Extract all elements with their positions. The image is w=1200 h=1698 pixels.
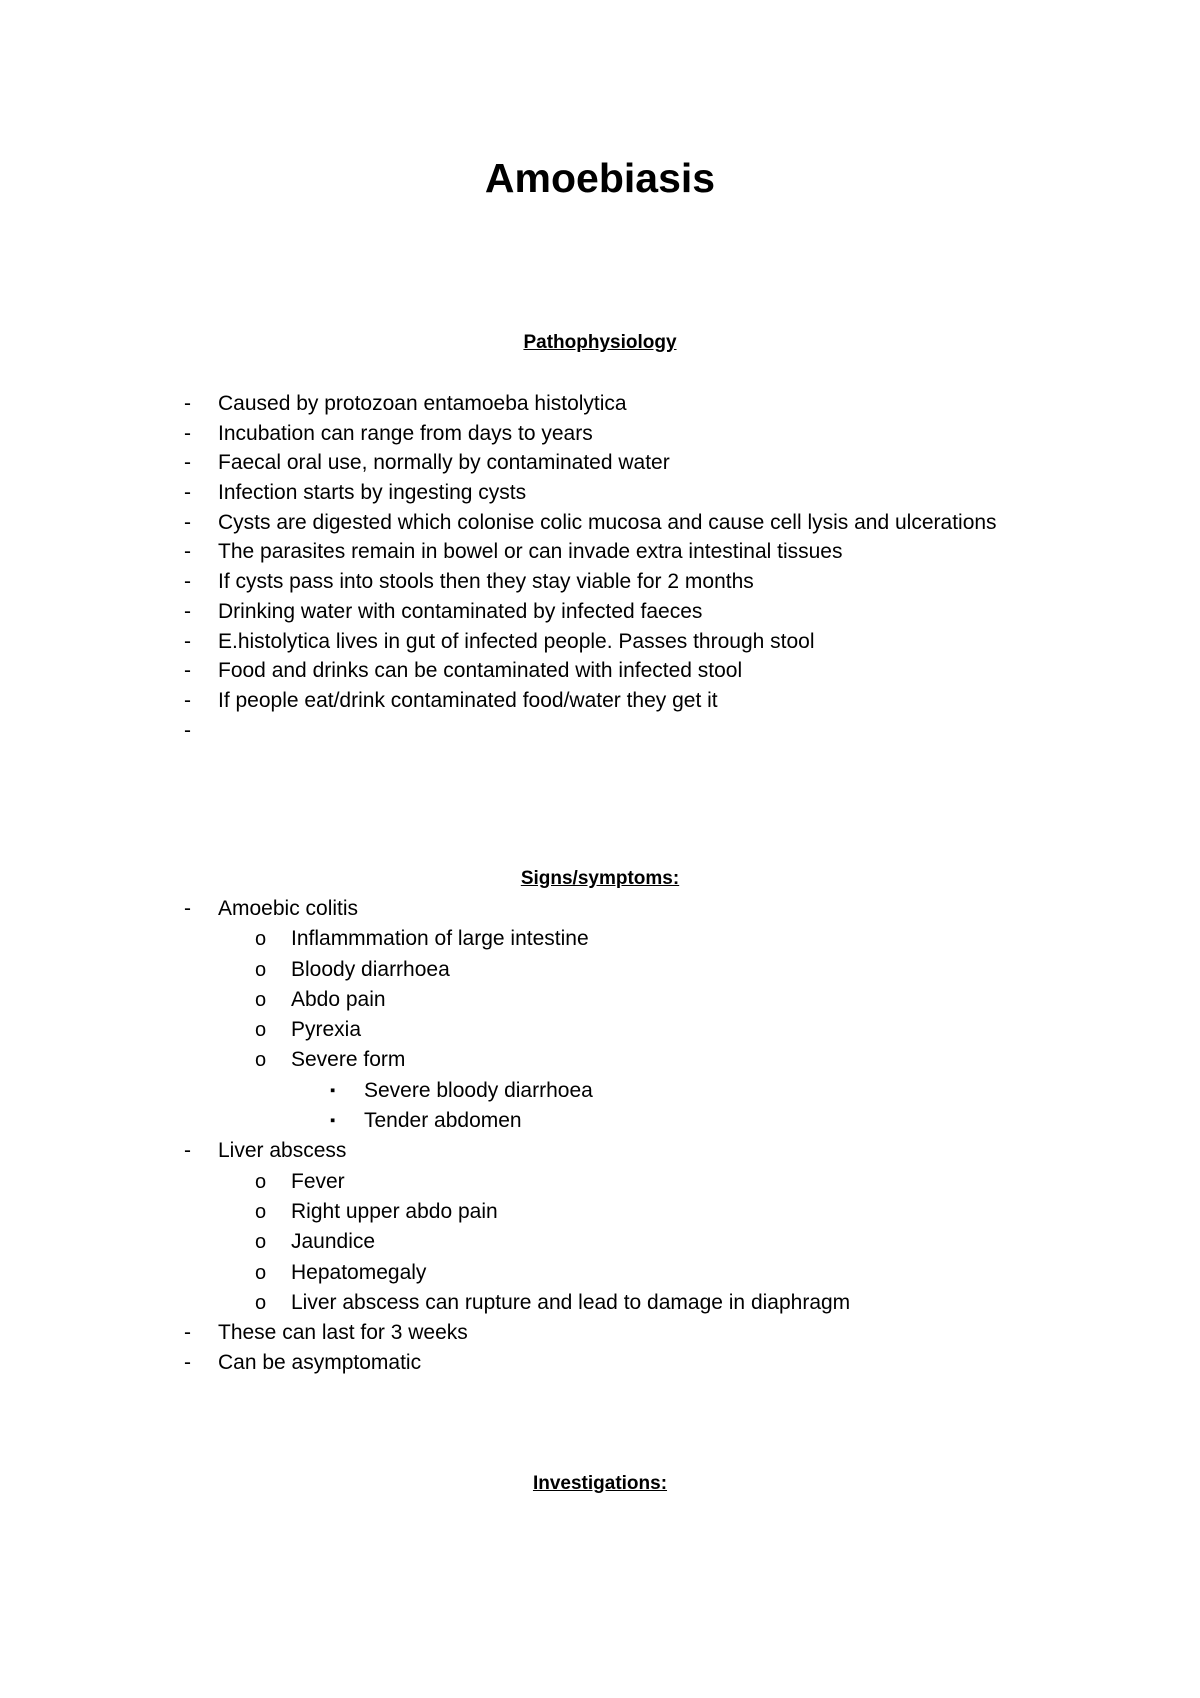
square-bullet: ▪ — [330, 1081, 336, 1099]
dash-bullet: - — [184, 599, 191, 623]
list-item: o Hepatomegaly — [0, 1258, 1200, 1288]
list-item: - E.histolytica lives in gut of infected people. Passes through stool — [0, 627, 1200, 657]
dash-bullet: - — [184, 688, 191, 712]
list-item: o Right upper abdo pain — [0, 1197, 1200, 1227]
list-item: o Abdo pain — [0, 985, 1200, 1015]
pathophysiology-list — [0, 389, 1200, 745]
list-item: - Food and drinks can be contaminated with infected stool — [0, 656, 1200, 686]
dash-bullet: - — [184, 510, 191, 534]
list-item: - If people eat/drink contaminated food/water they get it — [0, 686, 1200, 716]
dash-bullet: - — [184, 1139, 191, 1163]
circle-bullet: o — [255, 958, 267, 981]
dash-bullet: - — [184, 629, 191, 653]
list-item: o Pyrexia — [0, 1015, 1200, 1045]
dash-bullet: - — [184, 659, 191, 683]
circle-bullet: o — [255, 988, 267, 1011]
dash-bullet: - — [184, 451, 191, 475]
list-item: o Bloody diarrhoea — [0, 955, 1200, 985]
list-item: - Incubation can range from days to years — [0, 419, 1200, 449]
circle-bullet: o — [255, 1049, 267, 1072]
document-title: Amoebiasis — [484, 155, 716, 201]
list-item: - Infection starts by ingesting cysts — [0, 478, 1200, 508]
list-item: o Severe form — [0, 1045, 1200, 1075]
dash-bullet: - — [184, 897, 191, 920]
dash-bullet: - — [184, 718, 191, 742]
dash-bullet: - — [184, 540, 191, 564]
circle-bullet: o — [255, 1170, 267, 1193]
dash-bullet: - — [184, 1351, 191, 1375]
circle-bullet: o — [255, 1019, 267, 1042]
list-item: - Cysts are digested which colonise colic mucosa and cause cell lysis and ulcerations — [0, 508, 1200, 538]
list-item: o Jaundice — [0, 1227, 1200, 1257]
section-heading-pathophysiology: Pathophysiology — [523, 332, 677, 353]
circle-bullet: o — [255, 1200, 267, 1223]
signs-symptoms-list — [0, 894, 1200, 1379]
circle-bullet: o — [255, 1291, 267, 1314]
list-item: o Fever — [0, 1167, 1200, 1197]
square-bullet: ▪ — [330, 1112, 336, 1130]
list-item: - Can be asymptomatic — [0, 1348, 1200, 1378]
circle-bullet: o — [255, 1261, 267, 1284]
list-item: - Amoebic colitis — [0, 894, 1200, 924]
list-item: - The parasites remain in bowel or can invade extra intestinal tissues — [0, 537, 1200, 567]
list-item: o Liver abscess can rupture and lead to damage in diaphragm — [0, 1288, 1200, 1318]
list-item-empty — [0, 716, 1200, 746]
list-item: - Drinking water with contaminated by infected faeces — [0, 597, 1200, 627]
list-item: - If cysts pass into stools then they stay viable for 2 months — [0, 567, 1200, 597]
list-item: o Inflammmation of large intestine — [0, 924, 1200, 954]
section-heading-signs-symptoms: Signs/symptoms: — [520, 868, 680, 889]
dash-bullet: - — [184, 421, 191, 445]
list-item: - Liver abscess — [0, 1136, 1200, 1166]
list-item: ▪ Severe bloody diarrhoea — [0, 1076, 1200, 1106]
circle-bullet: o — [255, 928, 267, 951]
section-heading-investigations: Investigations: — [532, 1473, 668, 1494]
list-item: - Faecal oral use, normally by contaminated water — [0, 448, 1200, 478]
dash-bullet: - — [184, 392, 191, 415]
list-item: - These can last for 3 weeks — [0, 1318, 1200, 1348]
list-item: ▪ Tender abdomen — [0, 1106, 1200, 1136]
dash-bullet: - — [184, 481, 191, 505]
circle-bullet: o — [255, 1231, 267, 1254]
list-item: - Caused by protozoan entamoeba histolytica — [0, 389, 1200, 419]
dash-bullet: - — [184, 570, 191, 594]
dash-bullet: - — [184, 1321, 191, 1345]
